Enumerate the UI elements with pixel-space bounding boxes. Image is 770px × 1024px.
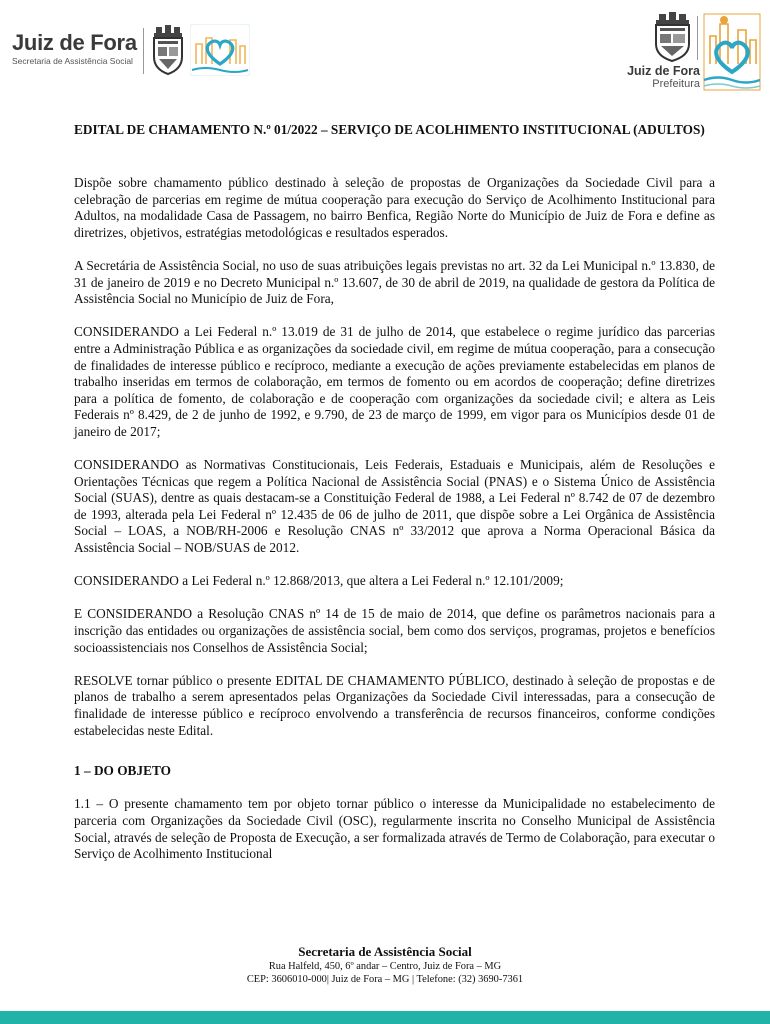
brand-right-subtitle: Prefeitura xyxy=(652,78,700,90)
logo-divider xyxy=(697,16,698,60)
brand-right xyxy=(627,64,700,91)
header-right-logo xyxy=(627,12,762,92)
summary-paragraph: Dispõe sobre chamamento público destinado à seleção de propostas de Organizações da Sociedade Civil para a celebração de parcerias em regime de mútua cooperação para execução do Serviço de Acolhimento Institucional para Adultos, na modalidade Casa de Passagem, no bairro Benfica, Região Norte do Município de Juiz de Fora e define as diretrizes, objetivos, estratégias metodológicas e resultados esperados. xyxy=(74,175,715,240)
paragraph: E CONSIDERANDO a Resolução CNAS nº 14 de 15 de maio de 2014, que define os parâmetros nacionais para a inscrição das entidades ou organizações de assistência social, bem como dos serviços, programas, projetos e benefícios socioassistenciais nos Conselhos de Assistência Social; xyxy=(74,606,715,655)
brand-title: Juiz de Fora xyxy=(12,30,137,55)
paragraph: RESOLVE tornar público o presente EDITAL DE CHAMAMENTO PÚBLICO, destinado à seleção de propostas e de planos de trabalho a serem apresentados pelas Organizações da Sociedade Civil interessadas, para a consecução de finalidade de interesse público e recíproco envolvendo a transferência de recursos financeiros, conforme condições estabelecidas neste Edital. xyxy=(74,672,715,738)
brand-left xyxy=(12,32,137,66)
coat-of-arms-icon xyxy=(150,25,186,75)
paragraph: CONSIDERANDO a Lei Federal n.º 12.868/2013, que altera a Lei Federal n.º 12.101/2009; xyxy=(74,573,564,589)
document-title: EDITAL DE CHAMAMENTO N.º 01/2022 – SERVIÇO DE ACOLHIMENTO INSTITUCIONAL (ADULTOS) xyxy=(74,122,705,137)
footer-accent-bar xyxy=(0,1011,770,1024)
brand-right-title: Juiz de Fora xyxy=(627,64,700,78)
paragraph: CONSIDERANDO a Lei Federal n.º 13.019 de 31 de julho de 2014, que estabelece o regime jurídico das parcerias entre a Administração Pública e as organizações da sociedade civil, em regime de mútua cooperação, para a consecução de finalidades de interesse público e recíproco, mediante a execução de ações previamente estabelecidas em planos de trabalho inseridas em termos de colaboração, em termos de fomento ou em acordos de cooperação; define diretrizes para a política de fomento, de colaboração e de cooperação com organizações da sociedade civil; e altera as Leis Federais nº 8.429, de 2 de junho de 1992, e 9.790, de 23 de março de 1999, em vigor para os Municípios desde 01 de janeiro de 2017; xyxy=(74,324,715,439)
document-body xyxy=(74,122,715,863)
paragraph: A Secretária de Assistência Social, no uso de suas atribuições legais previstas no art. 32 da Lei Municipal n.º 13.830, de 31 de janeiro de 2019 e no Decreto Municipal n.º 13.607, de 30 de abril de 2019, na qualidade de gestora da Política de Assistência Social no Município de Juiz de Fora, xyxy=(74,257,715,307)
footer-contact: CEP: 3606010-000| Juiz de Fora – MG | Telefone: (32) 3690-7361 xyxy=(246,974,524,985)
paragraph: CONSIDERANDO as Normativas Constitucionais, Leis Federais, Estaduais e Municipais, além de Resoluções e Orientações Técnicas que regem a Política Nacional de Assistência Social (PNAS) e o Sistema Único de Assistência Social (SUAS), dentre as quais destacam-se a Constituição Federal de 1988, a Lei Federal nº 8.742 de 07 de dezembro de 1993, alterada pela Lei Federal nº 12.435 de 06 de julho de 2011, que dispõe sobre a Lei Orgânica de Assistência Social – LOAS, a NOB/RH-2006 e Resolução CNAS nº 33/2012 que aprova a Norma Operacional Básica da Assistência Social – NOB/SUAS de 2012. xyxy=(74,457,715,556)
section-paragraph: 1.1 – O presente chamamento tem por objeto tornar público o interesse da Municipalidade no estabelecimento de parceria com Organizações da Sociedade Civil (OSC), regularmente inscrita no Conselho Municipal de Assistência Social, através de seleção de Proposta de Execução, a ser formalizada através de Termo de Colaboração, para executar o Serviço de Acolhimento Institucional xyxy=(74,796,715,862)
brand-subtitle: Secretaria de Assistência Social xyxy=(12,56,133,66)
footer-name: Secretaria de Assistência Social xyxy=(298,944,472,959)
heart-city-icon xyxy=(190,24,250,76)
header-left-logo xyxy=(12,22,250,82)
logo-divider xyxy=(143,28,144,74)
heart-city-icon xyxy=(702,12,762,92)
coat-of-arms-icon xyxy=(650,12,694,62)
section-heading: 1 – DO OBJETO xyxy=(74,763,171,779)
footer-address: Rua Halfeld, 450, 6º andar – Centro, Juiz de Fora – MG xyxy=(268,961,502,972)
footer xyxy=(0,944,770,986)
